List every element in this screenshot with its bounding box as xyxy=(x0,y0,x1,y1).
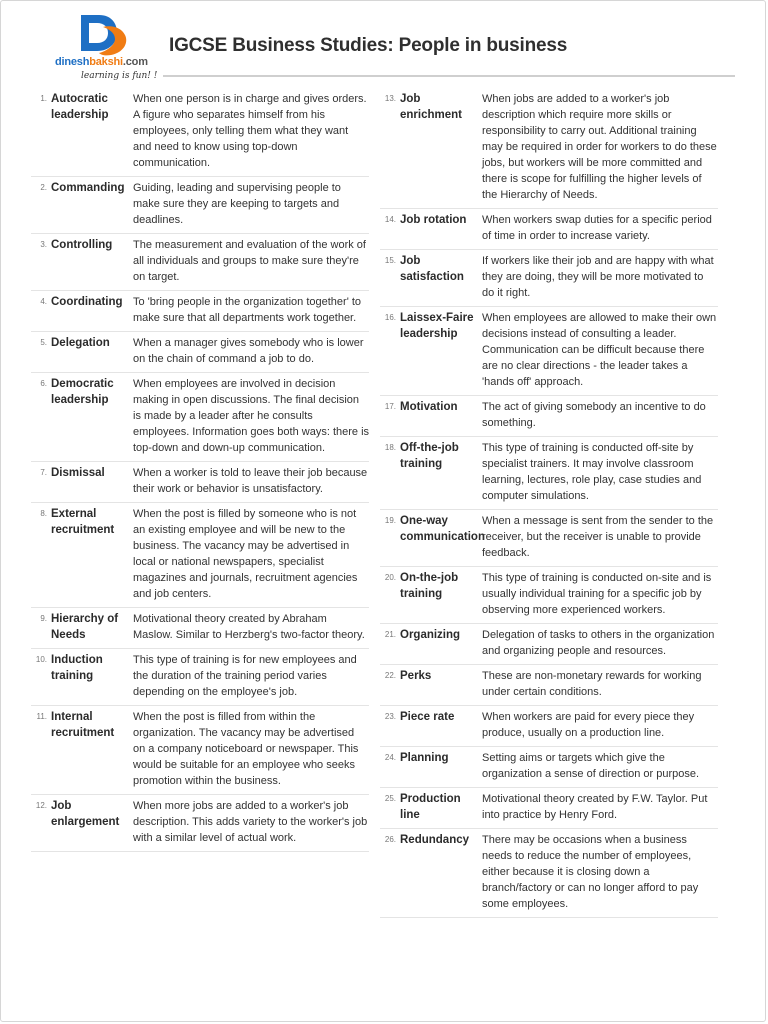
glossary-entry xyxy=(31,706,369,795)
entry-term: Job rotation xyxy=(400,214,467,226)
entry-number: 17. xyxy=(384,402,396,411)
entry-definition: When workers swap duties for a specific period of time in order to increase variety. xyxy=(482,214,712,242)
entry-term: One-way communication xyxy=(400,515,485,543)
glossary-entry xyxy=(380,88,718,209)
glossary-entry xyxy=(31,88,369,177)
entry-term: Job satisfaction xyxy=(400,255,464,283)
entry-definition: When a manager gives somebody who is lower on the chain of command a job to do. xyxy=(133,337,364,365)
entry-term: Delegation xyxy=(51,337,110,349)
glossary-entry xyxy=(31,234,369,291)
db-logo-icon xyxy=(77,11,133,57)
entry-number: 9. xyxy=(40,614,47,623)
entry-term: Off-the-job training xyxy=(400,442,459,470)
entry-number: 14. xyxy=(384,215,396,224)
glossary-entry xyxy=(380,437,718,510)
entry-term: Piece rate xyxy=(400,711,455,723)
entry-term: Job enrichment xyxy=(400,93,462,121)
entry-term: Hierarchy of Needs xyxy=(51,613,119,641)
entry-number: 11. xyxy=(36,712,47,721)
entry-term: Production line xyxy=(400,793,461,821)
entry-number: 23. xyxy=(384,712,396,721)
entry-number: 1. xyxy=(40,94,47,103)
entry-term: On-the-job training xyxy=(400,572,459,600)
title-divider xyxy=(163,75,735,77)
entry-definition: This type of training is for new employees and the duration of the training period varies depending on the employee's job. xyxy=(133,654,357,698)
entry-term: Democratic leadership xyxy=(51,378,114,406)
glossary-entry xyxy=(31,177,369,234)
entry-number: 12. xyxy=(35,801,47,810)
entry-number: 19. xyxy=(384,516,396,525)
glossary-entry xyxy=(31,608,369,649)
entry-number: 21. xyxy=(384,630,396,639)
glossary-entry xyxy=(31,332,369,373)
entry-definition: Setting aims or targets which give the organization a sense of direction or purpose. xyxy=(482,752,700,780)
glossary-entry xyxy=(31,462,369,503)
entry-definition: When a worker is told to leave their job because their work or behavior is unsatisfactory. xyxy=(133,467,368,495)
glossary-entry xyxy=(380,209,718,250)
entry-number: 7. xyxy=(40,468,47,477)
entry-term: Autocratic leadership xyxy=(51,93,109,121)
glossary-entry xyxy=(380,788,718,829)
glossary-entry xyxy=(31,503,369,608)
entry-definition: When the post is filled from within the organization. The vacancy may be advertised on a company noticeboard or newspaper. This would be suitable for an employee who seeks promotion within the business. xyxy=(133,711,359,787)
glossary-entry xyxy=(31,795,369,852)
entry-definition: The measurement and evaluation of the work of all individuals and groups to make sure they're on target. xyxy=(133,239,366,283)
glossary-entry xyxy=(380,624,718,665)
entry-number: 16. xyxy=(384,313,396,322)
entry-definition: When employees are allowed to make their own decisions instead of consulting a leader. Communication can be difficult because there are no clear directions - the leader takes a 'hands off' approach. xyxy=(482,312,717,388)
entry-definition: When employees are involved in decision making in open discussions. The final decision is made by a leader after he consults employees. Information goes both ways: there is top-down and down-up communication. xyxy=(133,378,370,454)
entry-definition: When one person is in charge and gives orders. A figure who separates himself from his employees, only telling them what they want and need to know using top-down communication. xyxy=(133,93,367,169)
glossary-entry xyxy=(31,649,369,706)
glossary-entry xyxy=(380,665,718,706)
page-title: IGCSE Business Studies: People in business xyxy=(169,35,568,56)
entry-term: Planning xyxy=(400,752,449,764)
glossary-entry xyxy=(380,510,718,567)
entry-number: 25. xyxy=(384,794,396,803)
entry-definition: When the post is filled by someone who is not an existing employee and will be new to the business. The vacancy may be advertised in local or national newspapers, specialist magazines and journals, recruitment agencies and job centers. xyxy=(133,508,358,600)
entry-definition: The act of giving somebody an incentive to do something. xyxy=(482,401,706,429)
entry-term: Induction training xyxy=(51,654,103,682)
entry-term: External recruitment xyxy=(51,508,115,536)
glossary-entry xyxy=(380,829,718,918)
entry-term: Redundancy xyxy=(400,834,470,846)
entry-term: Organizing xyxy=(400,629,461,641)
entry-definition: This type of training is conducted off-site by specialist trainers. It may involve classroom learning, lectures, role play, case studies and computer simulations. xyxy=(482,442,702,502)
glossary-entry xyxy=(31,291,369,332)
entry-number: 4. xyxy=(40,297,47,306)
entry-number: 20. xyxy=(384,573,396,582)
logo-tagline: learning is fun! ! xyxy=(81,71,158,81)
entry-number: 22. xyxy=(384,671,396,680)
entry-term: Job enlargement xyxy=(51,800,120,828)
entry-number: 13. xyxy=(384,94,396,103)
entry-number: 2. xyxy=(40,183,47,192)
entry-term: Internal recruitment xyxy=(51,711,115,739)
glossary-column-left xyxy=(31,88,369,852)
entry-term: Perks xyxy=(400,670,432,682)
glossary-entry xyxy=(380,396,718,437)
entry-term: Laissex-Faire leadership xyxy=(400,312,474,340)
entry-number: 8. xyxy=(40,509,47,518)
glossary-entry xyxy=(380,567,718,624)
entry-term: Dismissal xyxy=(51,467,105,479)
entry-term: Controlling xyxy=(51,239,113,251)
entry-number: 6. xyxy=(40,379,47,388)
glossary-entry xyxy=(380,747,718,788)
entry-definition: These are non-monetary rewards for working under certain conditions. xyxy=(482,670,702,698)
entry-definition: Delegation of tasks to others in the organization and organizing people and resources. xyxy=(482,629,715,657)
entry-number: 26. xyxy=(384,835,396,844)
logo-domain: dineshbakshi.com xyxy=(55,56,148,68)
entry-number: 15. xyxy=(384,256,396,265)
entry-definition: When workers are paid for every piece they produce, usually on a production line. xyxy=(482,711,695,739)
entry-definition: There may be occasions when a business needs to reduce the number of employees, either because it is closing down a branch/factory or can no longer afford to pay some employees. xyxy=(482,834,699,910)
entry-definition: Guiding, leading and supervising people to make sure they are keeping to targets and deadlines. xyxy=(133,182,341,226)
glossary-entry xyxy=(380,250,718,307)
entry-number: 18. xyxy=(384,443,396,452)
entry-number: 24. xyxy=(384,753,396,762)
entry-number: 3. xyxy=(40,240,47,249)
entry-number: 5. xyxy=(40,338,47,347)
entry-definition: To 'bring people in the organization together' to make sure that all departments work together. xyxy=(133,296,362,324)
entry-term: Coordinating xyxy=(51,296,123,308)
glossary-entry xyxy=(31,373,369,462)
entry-definition: When jobs are added to a worker's job description which require more skills or responsibility to carry out. Additional training may be required in order for workers to do these jobs, but workers will be more committed and there is scope for fulfilling the higher levels of the Hierarchy of Needs. xyxy=(482,93,717,201)
entry-definition: When a message is sent from the sender to the receiver, but the receiver is unable to provide feedback. xyxy=(482,515,714,559)
entry-term: Motivation xyxy=(400,401,458,413)
dineshbakshi-logo[interactable] xyxy=(55,11,165,86)
entry-definition: Motivational theory created by F.W. Taylor. Put into practice by Henry Ford. xyxy=(482,793,708,821)
entry-number: 10. xyxy=(35,655,47,664)
entry-definition: If workers like their job and are happy with what they are doing, they will be more motivated to do it right. xyxy=(482,255,714,299)
glossary-entry xyxy=(380,706,718,747)
entry-definition: Motivational theory created by Abraham Maslow. Similar to Herzberg's two-factor theory. xyxy=(133,613,365,641)
glossary-column-right xyxy=(380,88,718,918)
glossary-entry xyxy=(380,307,718,396)
entry-definition: This type of training is conducted on-site and is usually individual training for a specific job by observing more experienced workers. xyxy=(482,572,712,616)
entry-term: Commanding xyxy=(51,182,125,194)
entry-definition: When more jobs are added to a worker's job description. This adds variety to the worker's job with a similar level of actual work. xyxy=(133,800,368,844)
